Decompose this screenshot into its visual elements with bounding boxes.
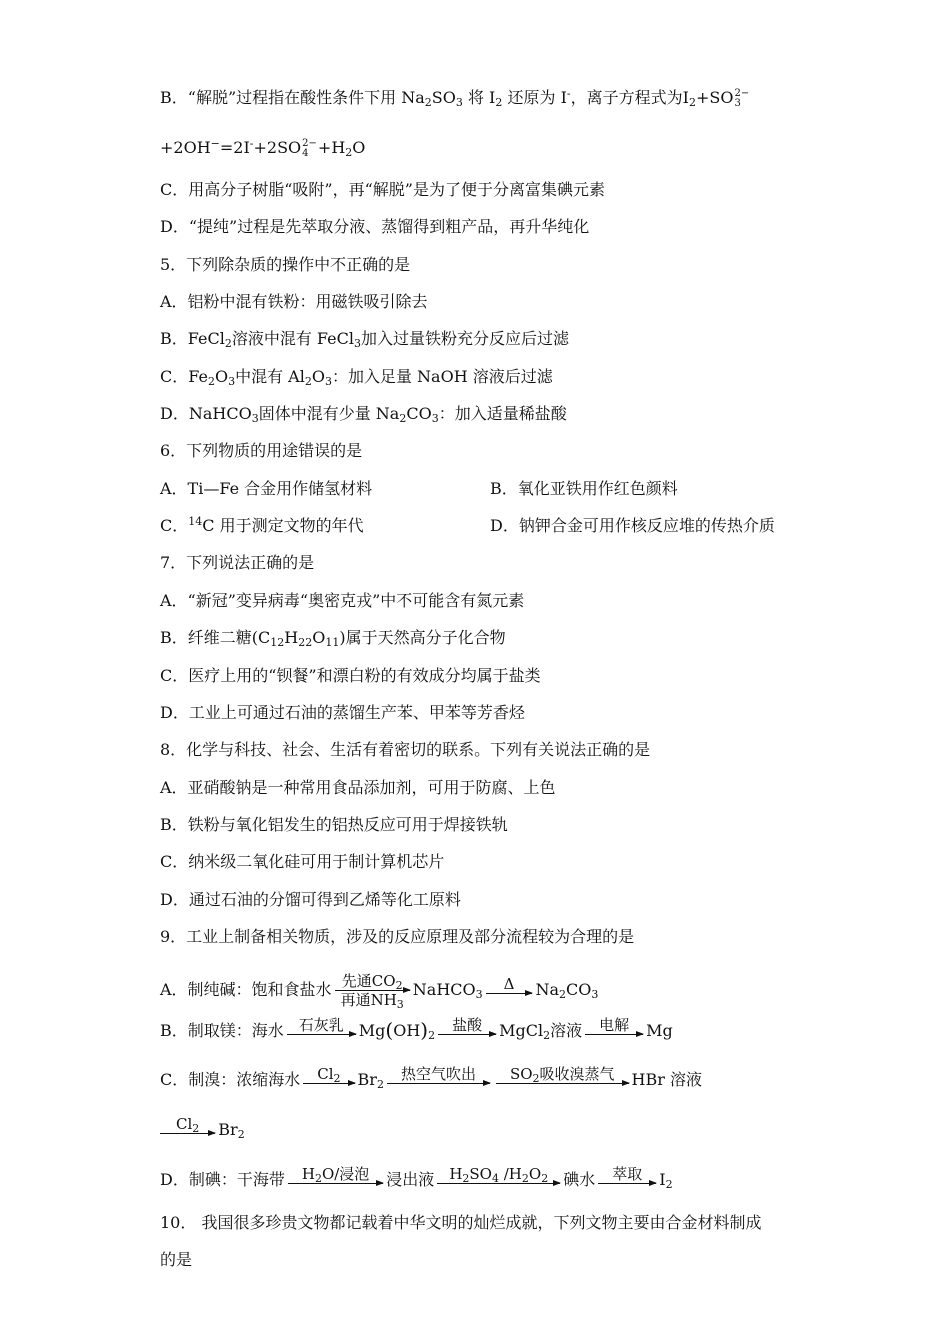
- q9-option-b: B．制取镁：海水 石灰乳 $Mg(OH)_2$ 盐酸 MgCl$_2$溶液 电解 Mg: [160, 1016, 673, 1042]
- q9-stem: 9．工业上制备相关物质，涉及的反应原理及部分流程较为合理的是: [160, 927, 635, 946]
- reaction-arrow: 石灰乳: [287, 1016, 356, 1035]
- q8-option-a: A．亚硝酸钠是一种常用食品添加剂，可用于防腐、上色: [160, 778, 556, 797]
- reaction-arrow: 热空气吹出: [387, 1065, 490, 1084]
- reaction-arrow: 电解: [585, 1016, 643, 1035]
- q6-stem: 6．下列物质的用途错误的是: [160, 441, 363, 460]
- reaction-arrow: 盐酸: [438, 1016, 496, 1035]
- q8-stem: 8．化学与科技、社会、生活有着密切的联系。下列有关说法正确的是: [160, 740, 651, 759]
- q6-option-c: C．$^{14}$C 用于测定文物的年代: [160, 515, 364, 535]
- q5-stem: 5．下列除杂质的操作中不正确的是: [160, 255, 411, 274]
- reaction-arrow: $Cl_2$: [160, 1115, 215, 1134]
- q9-option-c-line2: $Cl_2$ $Br_2$: [160, 1120, 245, 1140]
- q7-option-d: D．工业上可通过石油的蒸馏生产苯、甲苯等芳香烃: [160, 703, 525, 722]
- reaction-arrow: $SO_2$吸收溴蒸气: [496, 1065, 629, 1084]
- q6-option-b: B．氧化亚铁用作红色颜料: [490, 479, 678, 498]
- q4-option-d: D．“提纯”过程是先萃取分液、蒸馏得到粗产品，再升华纯化: [160, 217, 590, 236]
- q7-stem: 7．下列说法正确的是: [160, 553, 315, 572]
- q5-option-c: C．$Fe_2O_3$中混有 $Al_2O_3$：加入足量 NaOH 溶液后过滤: [160, 367, 553, 388]
- reaction-arrow: $Cl_2$: [303, 1065, 354, 1084]
- q7-option-b: B．纤维二糖$(C_{12}H_{22}O_{11})$属于天然高分子化合物: [160, 628, 506, 649]
- q9-option-c-line1: C．制溴：浓缩海水 $Cl_2$ $Br_2$ 热空气吹出 $SO_2$吸收溴蒸气 HBr 溶液: [160, 1065, 702, 1091]
- reaction-arrow: $H_2SO_4$ $/H_2O_2$: [437, 1165, 560, 1184]
- q6-option-d: D．钠钾合金可用作核反应堆的传热介质: [490, 516, 775, 535]
- q8-option-d: D．通过石油的分馏可得到乙烯等化工原料: [160, 890, 461, 909]
- q5-option-a: A．铝粉中混有铁粉：用磁铁吸引除去: [160, 292, 428, 311]
- q7-option-a: A．“新冠”变异病毒“奥密克戎”中不可能含有氮元素: [160, 591, 525, 610]
- q5-option-d: D．NaHCO$_3$固体中混有少量 $Na_2CO_3$：加入适量稀盐酸: [160, 404, 567, 425]
- q4-option-b-line1: B．“解脱”过程指在酸性条件下用 $Na_2SO_3$ 将 $I_2$ 还原为 I-，离子方程式为$I_2+SO$ 2− 3: [160, 87, 750, 109]
- reaction-arrow: 先通$CO_2$ 再通$NH_3$: [335, 972, 410, 1009]
- q10-stem-line2: 的是: [160, 1250, 193, 1269]
- reaction-arrow: $H_2O/$浸泡: [288, 1165, 383, 1184]
- q7-option-c: C．医疗上用的“钡餐”和漂白粉的有效成分均属于盐类: [160, 666, 541, 685]
- q4-option-c: C．用高分子树脂“吸附”，再“解脱”是为了便于分离富集碘元素: [160, 180, 605, 199]
- q5-option-b: B．FeCl$_2$溶液中混有 FeCl$_3$加入过量铁粉充分反应后过滤: [160, 329, 569, 350]
- q9-option-a: A．制纯碱：饱和食盐水 先通$CO_2$ 再通$NH_3$ NaHCO$_3$ Δ $Na_2CO_3$: [160, 972, 599, 1011]
- q6-option-a: A．Ti—Fe 合金用作储氢材料: [160, 479, 373, 498]
- q4-option-b-line2: +2OH−=2I-+2SO 2− 4 $+H_2O$: [160, 137, 366, 159]
- q10-stem-line1: 10． 我国很多珍贵文物都记载着中华文明的灿烂成就，下列文物主要由合金材料制成: [160, 1213, 762, 1232]
- reaction-arrow: Δ: [486, 975, 533, 994]
- q6-row-ab: [160, 479, 800, 499]
- q8-option-b: B．铁粉与氧化铝发生的铝热反应可用于焊接铁轨: [160, 815, 508, 834]
- q8-option-c: C．纳米级二氧化硅可用于制计算机芯片: [160, 852, 445, 871]
- q9-option-d: D．制碘：干海带 $H_2O/$浸泡 浸出液 $H_2SO_4$ $/H_2O_2$ 碘水 萃取 $I_2$: [160, 1165, 673, 1191]
- reaction-arrow: 萃取: [598, 1165, 656, 1184]
- q6-row-cd: [160, 516, 800, 536]
